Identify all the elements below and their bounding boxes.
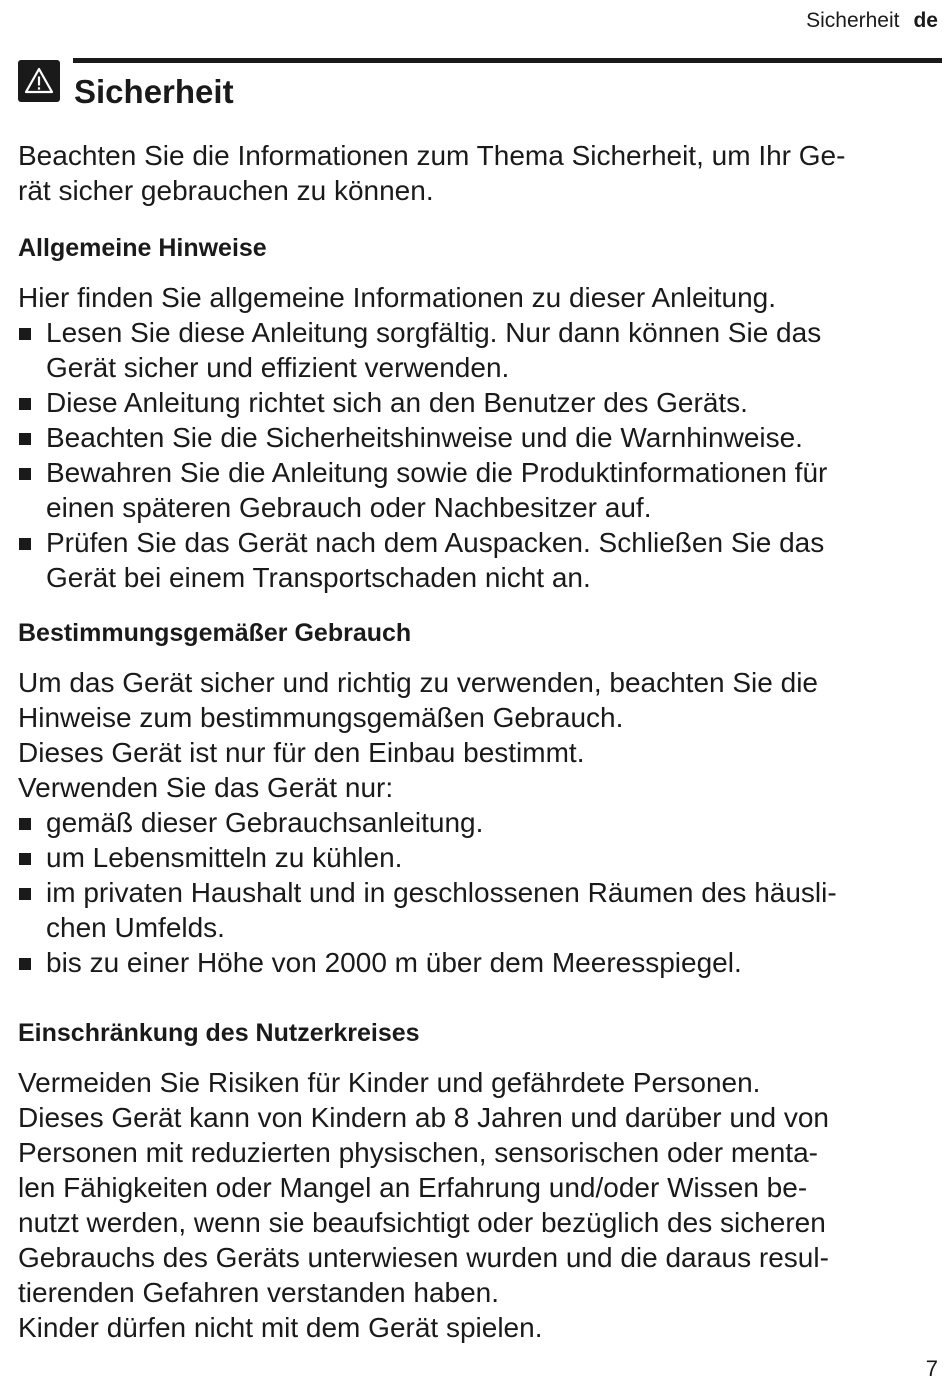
list-item: Prüfen Sie das Gerät nach dem Auspacken. Schließen Sie das Gerät bei einem Transportschaden nicht an. (18, 525, 938, 595)
list-item: um Lebensmitteln zu kühlen. (18, 840, 938, 875)
list-item: gemäß dieser Gebrauchsanleitung. (18, 805, 938, 840)
users-paragraph: Kinder dürfen nicht mit dem Gerät spielen. (18, 1312, 543, 1343)
content (18, 138, 938, 1345)
running-header-section: Sicherheit (806, 9, 900, 32)
general-lead: Hier finden Sie allgemeine Informationen zu dieser Anleitung. (18, 282, 777, 313)
users-paragraph: Dieses Gerät kann von Kindern ab 8 Jahren und darüber und von Personen mit reduzierten physischen, sensorischen oder menta- len Fähigkeiten oder Mangel an Erfahrung und/oder Wissen be- nutzt werden, wenn sie beaufsichtigt oder bezüglich des sicheren Gebrauchs des Geräts unterwiesen wurden und die daraus resul- tierenden Gefahren verstanden haben. (18, 1102, 829, 1308)
heading-intended-use: Bestimmungsgemäßer Gebrauch (18, 619, 412, 647)
intro-paragraph: Beachten Sie die Informationen zum Thema Sicherheit, um Ihr Ge- rät sicher gebrauchen zu können. (18, 140, 846, 206)
usage-paragraph: Verwenden Sie das Gerät nur: (18, 772, 394, 803)
list-item: Diese Anleitung richtet sich an den Benutzer des Geräts. (18, 385, 938, 420)
users-paragraph: Vermeiden Sie Risiken für Kinder und gefährdete Personen. (18, 1067, 761, 1098)
list-item: bis zu einer Höhe von 2000 m über dem Meeresspiegel. (18, 945, 938, 980)
list-item: im privaten Haushalt und in geschlossenen Räumen des häusli- chen Umfelds. (18, 875, 938, 945)
list-item: Bewahren Sie die Anleitung sowie die Produktinformationen für einen späteren Gebrauch oder Nachbesitzer auf. (18, 455, 938, 525)
running-header-language: de (913, 9, 938, 32)
usage-paragraph: Dieses Gerät ist nur für den Einbau bestimmt. (18, 737, 585, 768)
heading-general-notes: Allgemeine Hinweise (18, 234, 267, 262)
running-header (806, 8, 938, 34)
list-item: Beachten Sie die Sicherheitshinweise und die Warnhinweise. (18, 420, 938, 455)
title-rule (73, 58, 942, 63)
warning-icon (18, 60, 60, 102)
page-number: 7 (925, 1356, 938, 1381)
general-bullet-list (18, 315, 938, 595)
list-item: Lesen Sie diese Anleitung sorgfältig. Nur dann können Sie das Gerät sicher und effizient verwenden. (18, 315, 938, 385)
page-title: Sicherheit (74, 73, 234, 110)
usage-paragraph: Um das Gerät sicher und richtig zu verwenden, beachten Sie die Hinweise zum bestimmungsgemäßen Gebrauch. (18, 667, 818, 733)
heading-user-restriction: Einschränkung des Nutzerkreises (18, 1019, 420, 1047)
usage-bullet-list (18, 805, 938, 980)
